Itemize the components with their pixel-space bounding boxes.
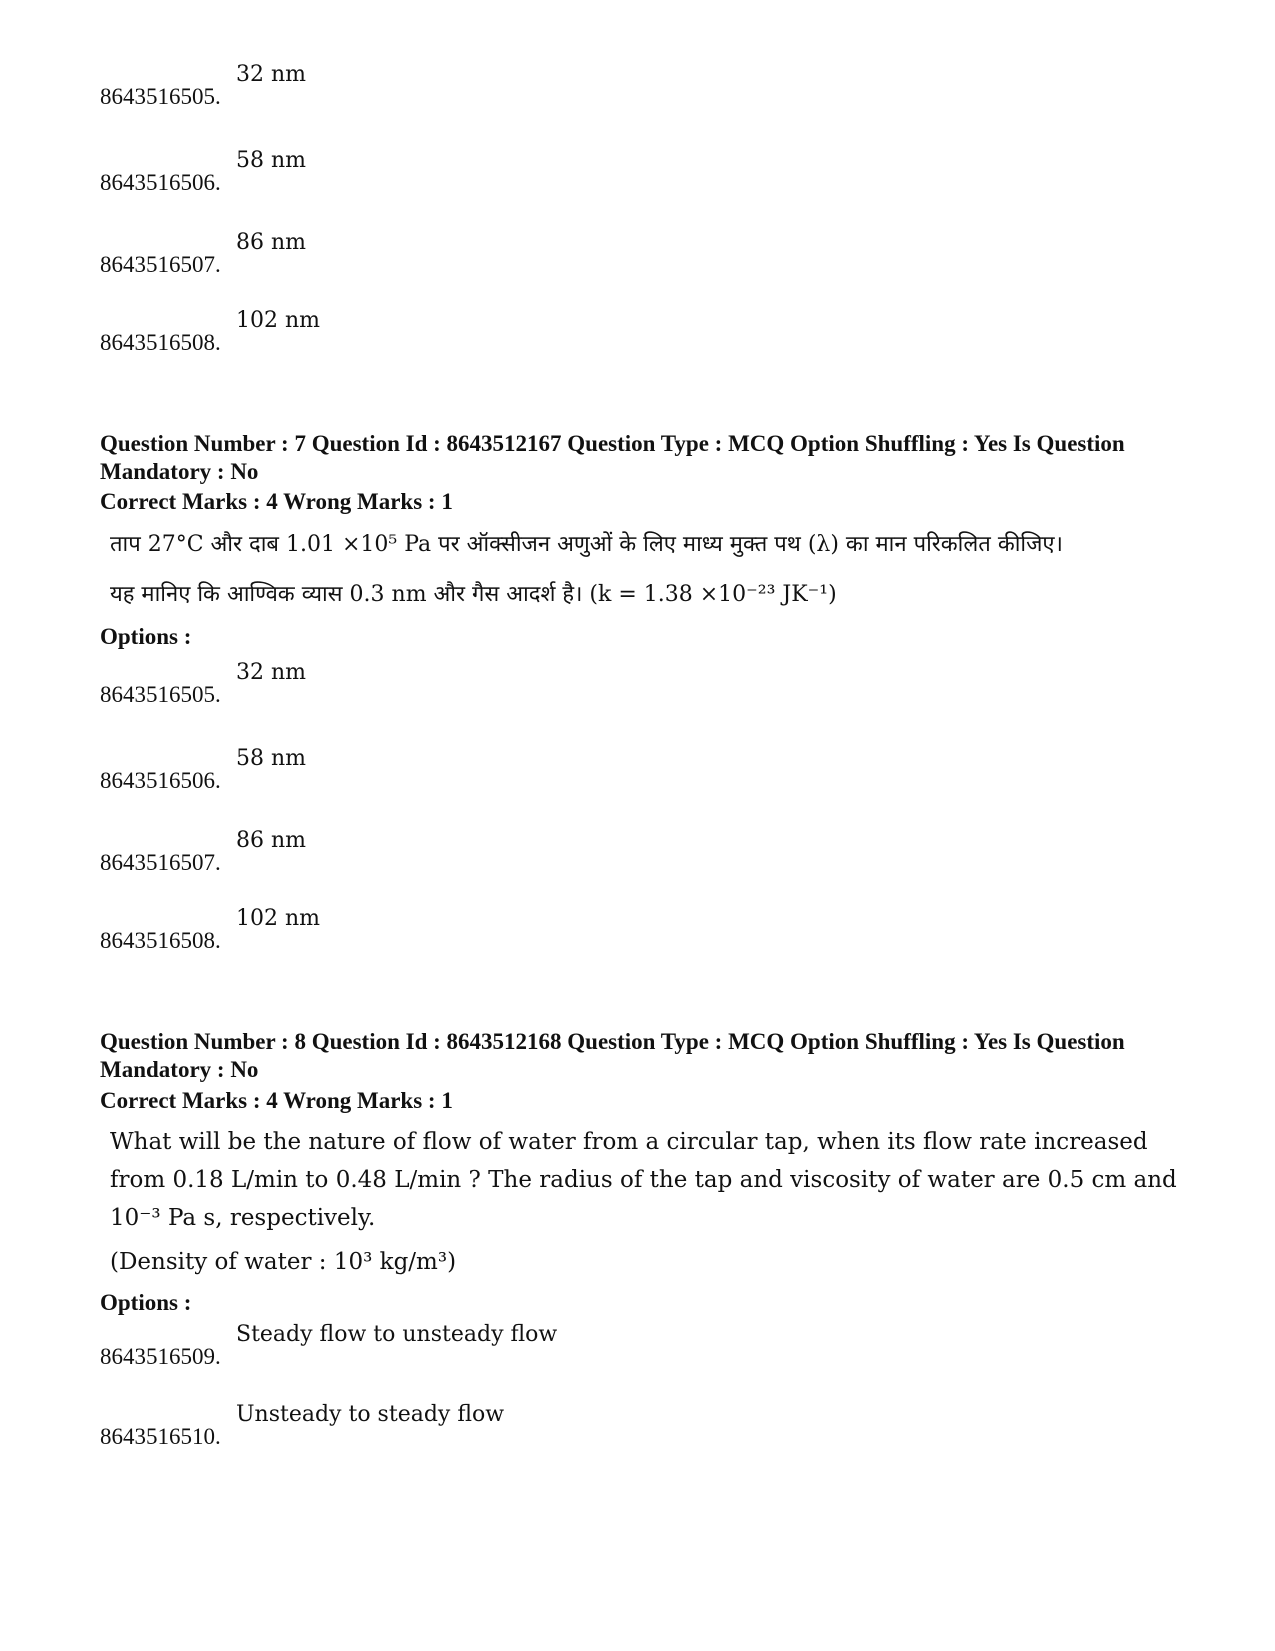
option-text: 58 nm [236,746,307,771]
option-text: 86 nm [236,828,307,853]
option-id: 8643516505. [100,682,221,707]
question-text [110,1123,1190,1281]
option-text: 32 nm [236,62,307,87]
option-id: 8643516505. [100,84,221,109]
option-id: 8643516507. [100,252,221,277]
question-line: यह मानिए कि आण्विक व्यास 0.3 nm और गैस आदर्श है। (k = 1.38 ×10⁻²³ JK⁻¹) [110,582,837,607]
option-row[interactable] [100,906,1200,966]
option-text: Steady flow to unsteady flow [236,1322,558,1347]
option-row [100,148,1200,208]
question-line: ताप 27°C और दाब 1.01 ×10⁵ Pa पर ऑक्सीजन अणुओं के लिए माध्य मुक्त पथ (λ) का मान परिकलित कीजिए। [110,532,1063,557]
option-row[interactable] [100,1322,1200,1382]
options-label: Options : [100,624,192,649]
question-line: (Density of water : 10³ kg/m³) [110,1249,457,1275]
option-id: 8643516510. [100,1424,221,1449]
option-text: 102 nm [236,906,321,931]
option-id: 8643516506. [100,170,221,195]
question-line: What will be the nature of flow of water from a circular tap, when its flow rate increased [110,1129,1148,1155]
option-id: 8643516506. [100,768,221,793]
option-row[interactable] [100,660,1200,720]
option-text: 86 nm [236,230,307,255]
question-line: 10⁻³ Pa s, respectively. [110,1205,376,1231]
option-text: 58 nm [236,148,307,173]
option-row[interactable] [100,1402,1200,1462]
option-id: 8643516508. [100,928,221,953]
question-marks: Correct Marks : 4 Wrong Marks : 1 [100,1088,453,1113]
question-line: from 0.18 L/min to 0.48 L/min ? The radius of the tap and viscosity of water are 0.5 cm and [110,1167,1177,1193]
option-text: Unsteady to steady flow [236,1402,505,1427]
question-marks: Correct Marks : 4 Wrong Marks : 1 [100,489,453,514]
option-row [100,308,1200,368]
option-text: 32 nm [236,660,307,685]
option-row[interactable] [100,828,1200,888]
option-text: 102 nm [236,308,321,333]
option-id: 8643516509. [100,1344,221,1369]
question-header: Question Number : 8 Question Id : 8643512168 Question Type : MCQ Option Shuffling : Yes Is Question Mandatory : No [100,1029,1125,1082]
option-row[interactable] [100,746,1200,806]
option-row [100,230,1200,290]
option-id: 8643516507. [100,850,221,875]
options-label: Options : [100,1290,192,1315]
question-header: Question Number : 7 Question Id : 8643512167 Question Type : MCQ Option Shuffling : Yes Is Question Mandatory : No [100,431,1125,484]
option-id: 8643516508. [100,330,221,355]
option-row [100,62,1200,122]
question-text [110,525,1190,615]
